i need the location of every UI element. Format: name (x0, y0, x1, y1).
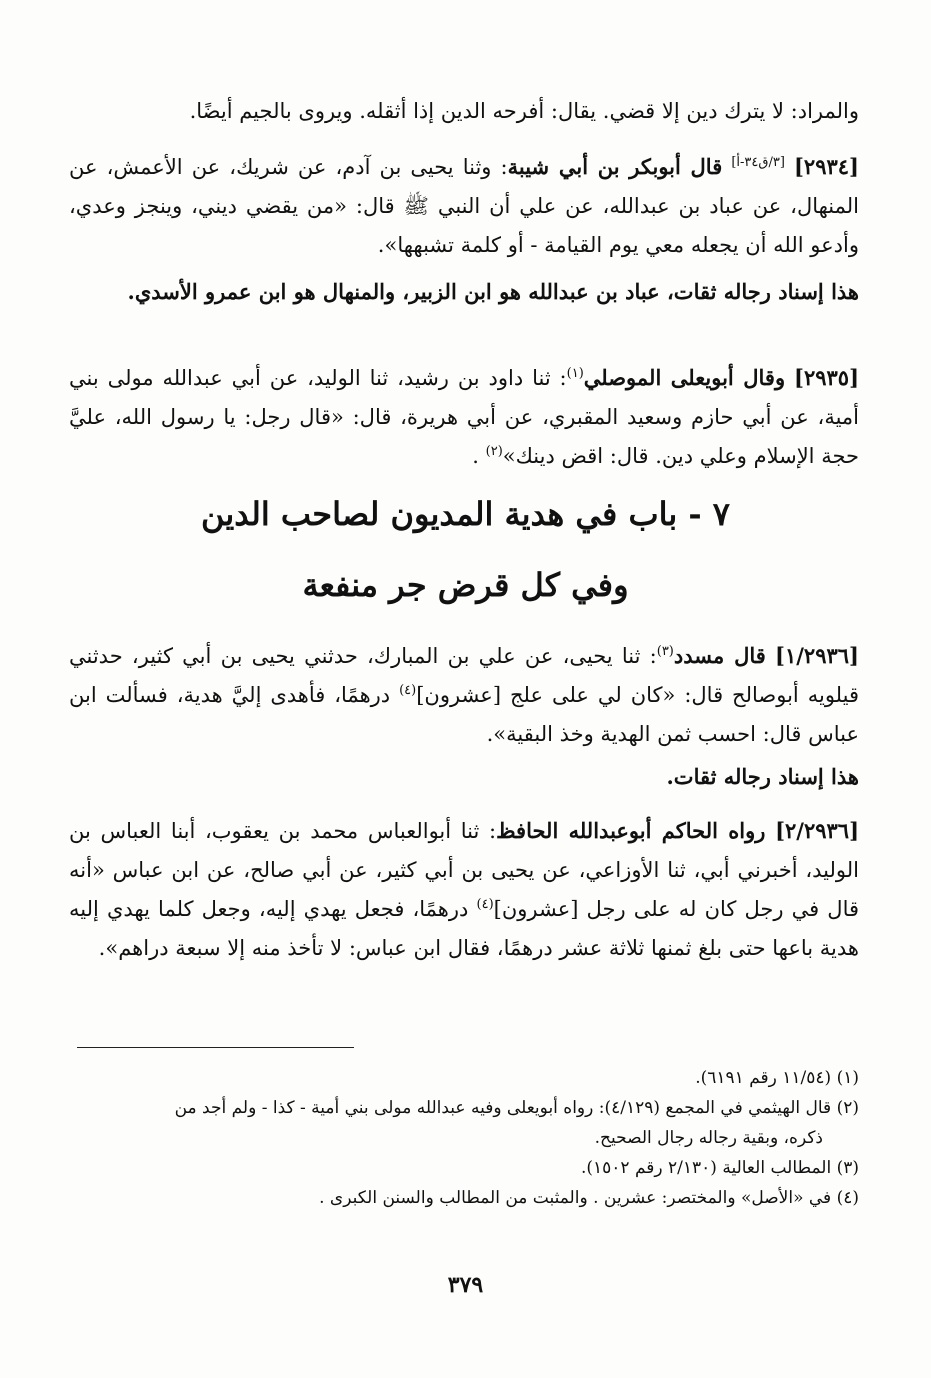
hadith-number: [٢٩٣٥] (794, 365, 859, 390)
hadith-number: [١/٢٩٣٦] (775, 643, 859, 668)
verdict-2936 (69, 757, 859, 796)
narrator: قال مسدد (673, 643, 766, 668)
footnote-text: (١) (١١/٥٤ رقم ٦١٩١). (695, 1068, 859, 1088)
hadith-text: : وثنا يحيى بن آدم، عن شريك، عن الأعمش، عن المنهال، عن عباد بن عبدالله، عن علي أن النبي ﷺ قال: «من يقضي ديني، وينجز وعدي، وأدعو الله أن يجعله معي يوم القيامة - أو كلمة تشبهها». (69, 155, 859, 257)
hadith-2936-1 (69, 636, 859, 754)
chapter-subtitle: وفي كل قرض جر منفعة (302, 566, 629, 604)
manuscript-ref: [٣/ق٣٤-أ] (731, 155, 785, 170)
hadith-text: : ثنا يحيى، عن علي بن المبارك، حدثني يحيى بن أبي كثير، حدثني قيلويه أبوصالح قال: «كان لي على علج [عشرون] (69, 644, 859, 707)
footnote-separator (77, 1047, 354, 1048)
hadith-text: : ثنا أبوالعباس محمد بن يعقوب، أبنا العباس بن الوليد، أخبرني أبي، ثنا الأوزاعي، عن يحيى بن أبي كثير، عن أبي صالح، عن ابن عباس «أنه قال في رجل كان له على رجل [عشرون] (69, 819, 860, 921)
footnote-ref-1: (١) (566, 366, 584, 381)
narrator: رواه الحاكم أبوعبدالله الحافظ (496, 818, 766, 843)
intro-paragraph (69, 92, 859, 131)
footnote-ref-2: (٢) (485, 444, 503, 459)
hadith-text-cont: درهمًا، فأهدى إليَّ هدية، فسألت ابن عباس قال: احسب ثمن الهدية وخذ البقية». (69, 683, 859, 746)
hadith-2934 (69, 143, 859, 265)
chapter-title: ٧ - باب في هدية المديون لصاحب الدين (201, 495, 730, 533)
hadith-number: [٢٩٣٤] (793, 154, 859, 179)
footnote-ref-3: (٣) (656, 644, 674, 659)
hadith-text-cont: درهمًا، فجعل يهدي إليه، وجعل كلما يهدي إليه هدية باعها حتى بلغ ثمنها ثلاثة عشر درهمًا، فقال ابن عباس: لا تأخذ منه إلا سبعة دراهم». (69, 897, 859, 960)
footnote-ref-4: (٤) (399, 683, 417, 698)
footnote-1 (69, 1063, 859, 1093)
footnote-3 (69, 1153, 859, 1183)
footnote-4 (69, 1183, 859, 1213)
footnote-continuation: ذكره، وبقية رجاله رجال الصحيح. (594, 1128, 823, 1148)
footnotes (69, 1063, 859, 1213)
footnote-text: (٢) قال الهيثمي في المجمع (٤/١٢٩): رواه أبويعلى وفيه عبدالله مولى بني أمية - كذا - ولم أجد من (174, 1098, 859, 1118)
isnad-verdict: هذا إسناد رجاله ثقات. (666, 764, 859, 789)
hadith-2935 (69, 358, 859, 476)
hadith-2936-2 (69, 811, 859, 968)
footnote-ref-4: (٤) (476, 897, 494, 912)
verdict-2934 (69, 272, 859, 311)
hadith-number: [٢/٢٩٣٦] (775, 818, 860, 843)
intro-text: والمراد: لا يترك دين إلا قضي. يقال: أفرحه الدين إذا أثقله. ويروى بالجيم أيضًا. (189, 99, 859, 123)
narrator: وقال أبويعلى الموصلي (583, 365, 786, 390)
footnote-text: (٤) في «الأصل» والمختصر: عشرين . والمثبت من المطالب والسنن الكبرى . (319, 1188, 859, 1208)
hadith-text: : ثنا داود بن رشيد، ثنا الوليد، عن أبي عبدالله مولى بني أمية، عن أبي حازم وسعيد المقبري، عن أبي هريرة، قال: «قال رجل: يا رسول الله، عليَّ حجة الإسلام وعلي دين. قال: اقض دينك» (69, 366, 859, 468)
hadith-end: . (472, 444, 486, 468)
page-number: ٣٧٩ (447, 1272, 484, 1298)
narrator: قال أبوبكر بن أبي شيبة (507, 154, 723, 179)
isnad-verdict: هذا إسناد رجاله ثقات، عباد بن عبدالله هو ابن الزبير، والمنهال هو ابن عمرو الأسدي. (127, 279, 859, 304)
footnote-text: (٣) المطالب العالية (٢/١٣٠ رقم ١٥٠٢). (580, 1158, 859, 1178)
footnote-2 (69, 1093, 859, 1153)
